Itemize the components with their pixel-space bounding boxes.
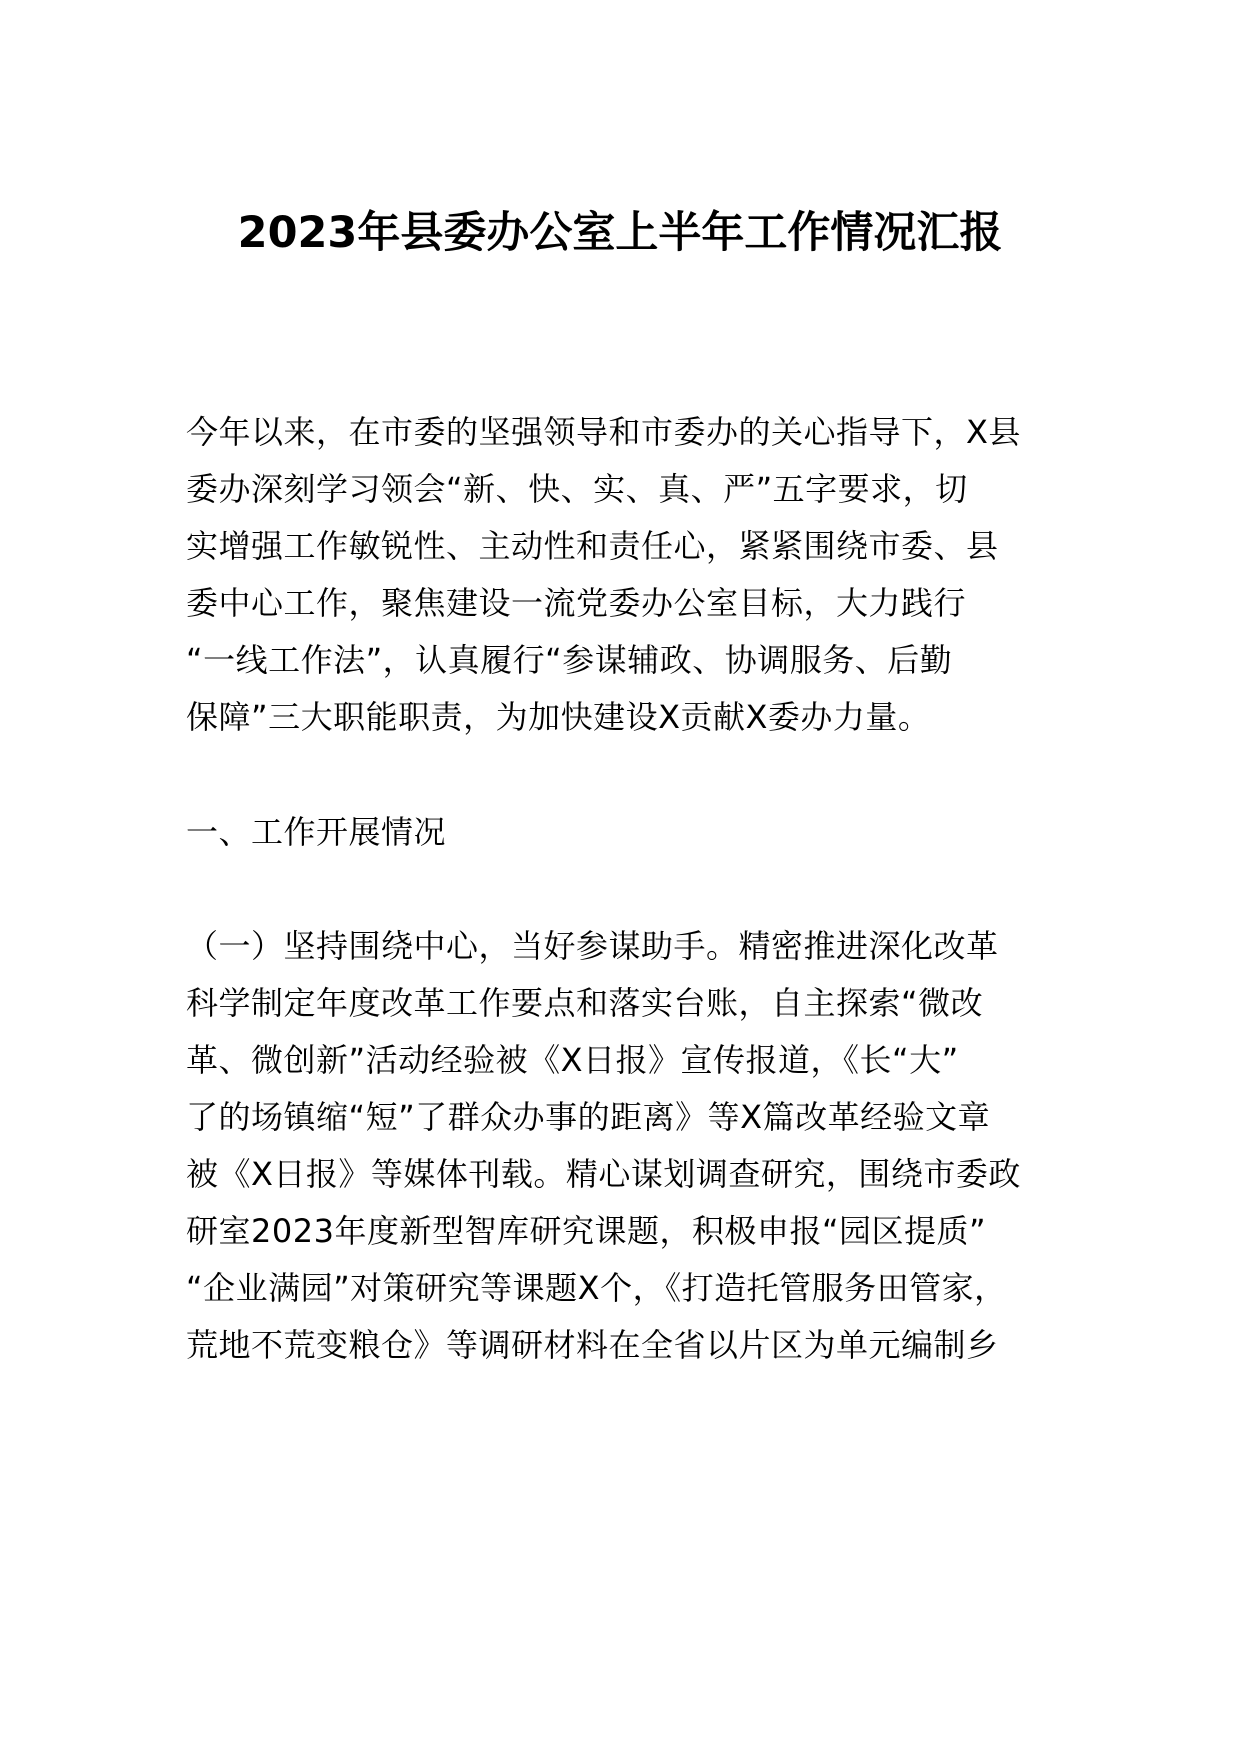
document-title: 2023年县委办公室上半年工作情况汇报: [237, 208, 1003, 258]
intro-paragraph-line: 保障”三大职能职责，为加快建设X贡献X委办力量。: [186, 698, 931, 736]
subsection-paragraph-line: 革、微创新”活动经验被《X日报》宣传报道，《长“大”: [186, 1041, 959, 1079]
intro-paragraph-line: 实增强工作敏锐性、主动性和责任心，紧紧围绕市委、县: [186, 527, 999, 565]
subsection-paragraph-line: 荒地不荒变粮仓》等调研材料在全省以片区为单元编制乡: [186, 1326, 999, 1364]
subsection-paragraph-line: 科学制定年度改革工作要点和落实台账，自主探索“微改: [186, 984, 984, 1022]
subsection-paragraph-line: “企业满园”对策研究等课题X个，《打造托管服务田管家，: [186, 1269, 1007, 1307]
section-heading: 一、工作开展情况: [186, 813, 447, 851]
subsection-paragraph-line: 被《X日报》等媒体刊载。精心谋划调查研究，围绕市委政: [186, 1155, 1021, 1193]
subsection-paragraph-line: 了的场镇缩“短”了群众办事的距离》等X篇改革经验文章: [186, 1098, 991, 1136]
subsection-paragraph-line: （一）坚持围绕中心，当好参谋助手。精密推进深化改革: [186, 927, 999, 965]
intro-paragraph-line: 今年以来，在市委的坚强领导和市委办的关心指导下，X县: [186, 413, 1021, 451]
intro-paragraph-line: 委办深刻学习领会“新、快、实、真、严”五字要求，切: [186, 470, 968, 508]
subsection-paragraph-line: 研室2023年度新型智库研究课题，积极申报“园区提质”: [186, 1212, 987, 1250]
intro-paragraph-line: 委中心工作，聚焦建设一流党委办公室目标，大力践行: [186, 584, 967, 622]
intro-paragraph-line: “一线工作法”，认真履行“参谋辅政、协调服务、后勤: [186, 641, 953, 679]
